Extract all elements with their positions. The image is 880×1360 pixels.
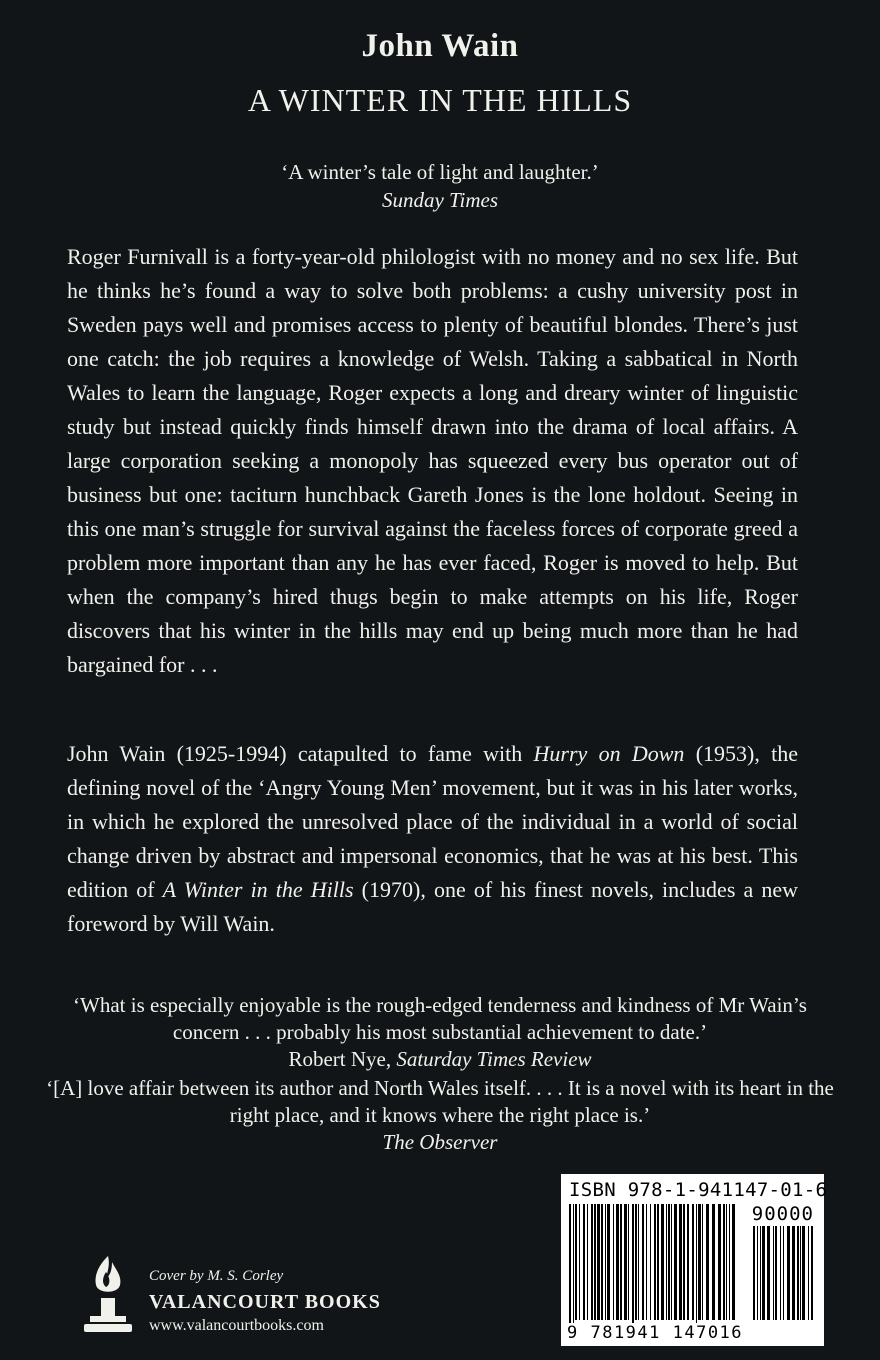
publisher-name: VALANCOURT BOOKS	[149, 1291, 381, 1313]
barcode-bar	[800, 1226, 801, 1320]
barcode-bar	[591, 1204, 593, 1320]
bio-text: (1953), the defining novel of the ‘Angry Young Men’ movement, but it was in his later works, in which he explored the unresolved place of the individual in a world of social change driven by abstract and impersonal economics, that he was at his best. This edition of	[67, 741, 798, 902]
barcode-bar	[624, 1204, 627, 1320]
barcode-bar	[628, 1204, 629, 1320]
barcode-bar	[657, 1204, 659, 1320]
author-name: John Wain	[361, 28, 519, 64]
cover-credit: Cover by M. S. Corley	[149, 1268, 284, 1284]
barcode-bar	[683, 1204, 685, 1320]
barcode-bar	[605, 1204, 606, 1320]
barcode-bar	[726, 1204, 727, 1320]
barcode-bar	[638, 1204, 639, 1320]
barcode-bar	[679, 1204, 682, 1320]
review-source: The Observer	[382, 1130, 498, 1154]
synopsis-paragraph: Roger Furnivall is a forty-year-old philologist with no money and no sex life. But he thinks he’s found a way to solve both problems: a cushy university post in Sweden pays well and promises access to plenty of beautiful blondes. There’s just one catch: the job requires a knowledge of Welsh. Taking a sabbatical in North Wales to learn the language, Roger expects a long and dreary winter of linguistic study but instead quickly finds himself drawn into the drama of local affairs. A large corporation seeking a monopoly has squeezed every bus operator out of business but one: taciturn hunchback Gareth Jones is the lone holdout. Seeing in this one man’s struggle for survival against the faceless forces of corporate greed a problem more important than any he has ever faced, Roger is moved to help. But when the company’s hired thugs begin to make attempts on his life, Roger discovers that his winter in the hills may end up being much more than he had bargained for . . .	[67, 244, 798, 677]
barcode-bar	[671, 1204, 672, 1320]
bio-text: (1970), one of his finest novels, includes a new foreword by Will Wain.	[67, 877, 799, 936]
publisher-url[interactable]: www.valancourtbooks.com	[149, 1317, 324, 1334]
barcode-bar	[646, 1204, 647, 1320]
barcode-bar	[729, 1204, 730, 1320]
barcode-bar	[668, 1204, 670, 1320]
barcode-addon-bars	[753, 1226, 815, 1334]
barcode-bar	[613, 1204, 614, 1320]
barcode-bar	[616, 1204, 619, 1320]
barcode-bar	[696, 1204, 697, 1334]
publisher-block	[149, 1267, 381, 1336]
review-text: ‘[A] love affair between its author and North Wales itself. . . . It is a novel with its heart in the right place, and it knows where the right place is.’	[46, 1076, 834, 1127]
isbn-label: ISBN 978-1-941147-01-6	[569, 1179, 828, 1201]
barcode-bar	[635, 1204, 637, 1320]
barcode-bar	[692, 1204, 694, 1320]
barcode-bar	[808, 1226, 809, 1320]
review-text: ‘What is especially enjoyable is the rough-edged tenderness and kindness of Mr Wain’s concern . . . probably his most substantial achievement to date.’	[73, 993, 807, 1044]
book-title: A WINTER IN THE HILLS	[247, 82, 633, 118]
barcode-bar	[587, 1204, 588, 1320]
review-quote	[40, 992, 840, 1073]
barcode-bar	[632, 1204, 634, 1334]
barcode-bar	[723, 1204, 725, 1320]
top-quote-source: Sunday Times	[381, 188, 499, 212]
barcode-bar	[642, 1204, 644, 1320]
barcode-bar	[757, 1226, 758, 1320]
bio-text: John Wain (1925-1994) catapulted to fame with	[67, 741, 534, 766]
bio-book-title: A Winter in the Hills	[162, 877, 354, 902]
isbn-barcode	[561, 1174, 828, 1346]
top-quote-text: ‘A winter’s tale of light and laughter.’	[281, 160, 599, 184]
barcode-bar	[792, 1226, 795, 1320]
barcode-bars	[569, 1204, 737, 1334]
review-quote	[40, 1075, 840, 1156]
barcode-bar	[607, 1204, 610, 1320]
price-code: 90000	[751, 1203, 814, 1225]
barcode-bar	[811, 1226, 813, 1320]
top-quote	[0, 158, 880, 214]
barcode-bar	[698, 1204, 701, 1320]
barcode-bar	[654, 1204, 656, 1320]
barcode-bar	[597, 1204, 600, 1320]
barcode-bar	[787, 1226, 790, 1320]
barcode-bar	[760, 1226, 761, 1320]
barcode-bar	[666, 1204, 667, 1320]
review-attribution	[40, 1046, 840, 1073]
review-source: Saturday Times Review	[396, 1047, 592, 1071]
barcode-bar	[573, 1204, 574, 1334]
barcode-bar	[687, 1204, 689, 1320]
barcode-bar	[802, 1226, 805, 1320]
barcode-bar	[650, 1204, 651, 1320]
barcode-bar	[775, 1226, 777, 1320]
barcode-bar	[661, 1204, 664, 1320]
candle-flame-icon	[82, 1252, 134, 1334]
barcode-bar	[712, 1204, 715, 1320]
barcode-bar	[767, 1226, 770, 1320]
barcode-bar	[601, 1204, 603, 1320]
barcode-bar	[620, 1204, 622, 1320]
barcode-bar	[579, 1204, 580, 1320]
barcode-bar	[762, 1226, 765, 1320]
barcode-bar	[702, 1204, 703, 1320]
bio-book-title: Hurry on Down	[533, 741, 685, 766]
author-bio-paragraph	[67, 737, 798, 941]
barcode-bar	[594, 1204, 596, 1320]
barcode-bar	[780, 1226, 781, 1320]
review-author: Robert Nye,	[288, 1047, 397, 1071]
barcode-bar	[783, 1226, 784, 1320]
barcode-bar	[583, 1204, 585, 1320]
barcode-bar	[753, 1226, 755, 1320]
barcode-bar	[773, 1226, 774, 1320]
barcode-bar	[706, 1204, 709, 1320]
barcode-bar	[797, 1226, 799, 1320]
barcode-bar	[569, 1204, 571, 1334]
barcode-digits: 9 781941 147016	[567, 1323, 744, 1343]
barcode-bar	[732, 1204, 735, 1320]
barcode-bar	[674, 1204, 677, 1320]
barcode-bar	[575, 1204, 577, 1320]
barcode-bar	[718, 1204, 721, 1320]
